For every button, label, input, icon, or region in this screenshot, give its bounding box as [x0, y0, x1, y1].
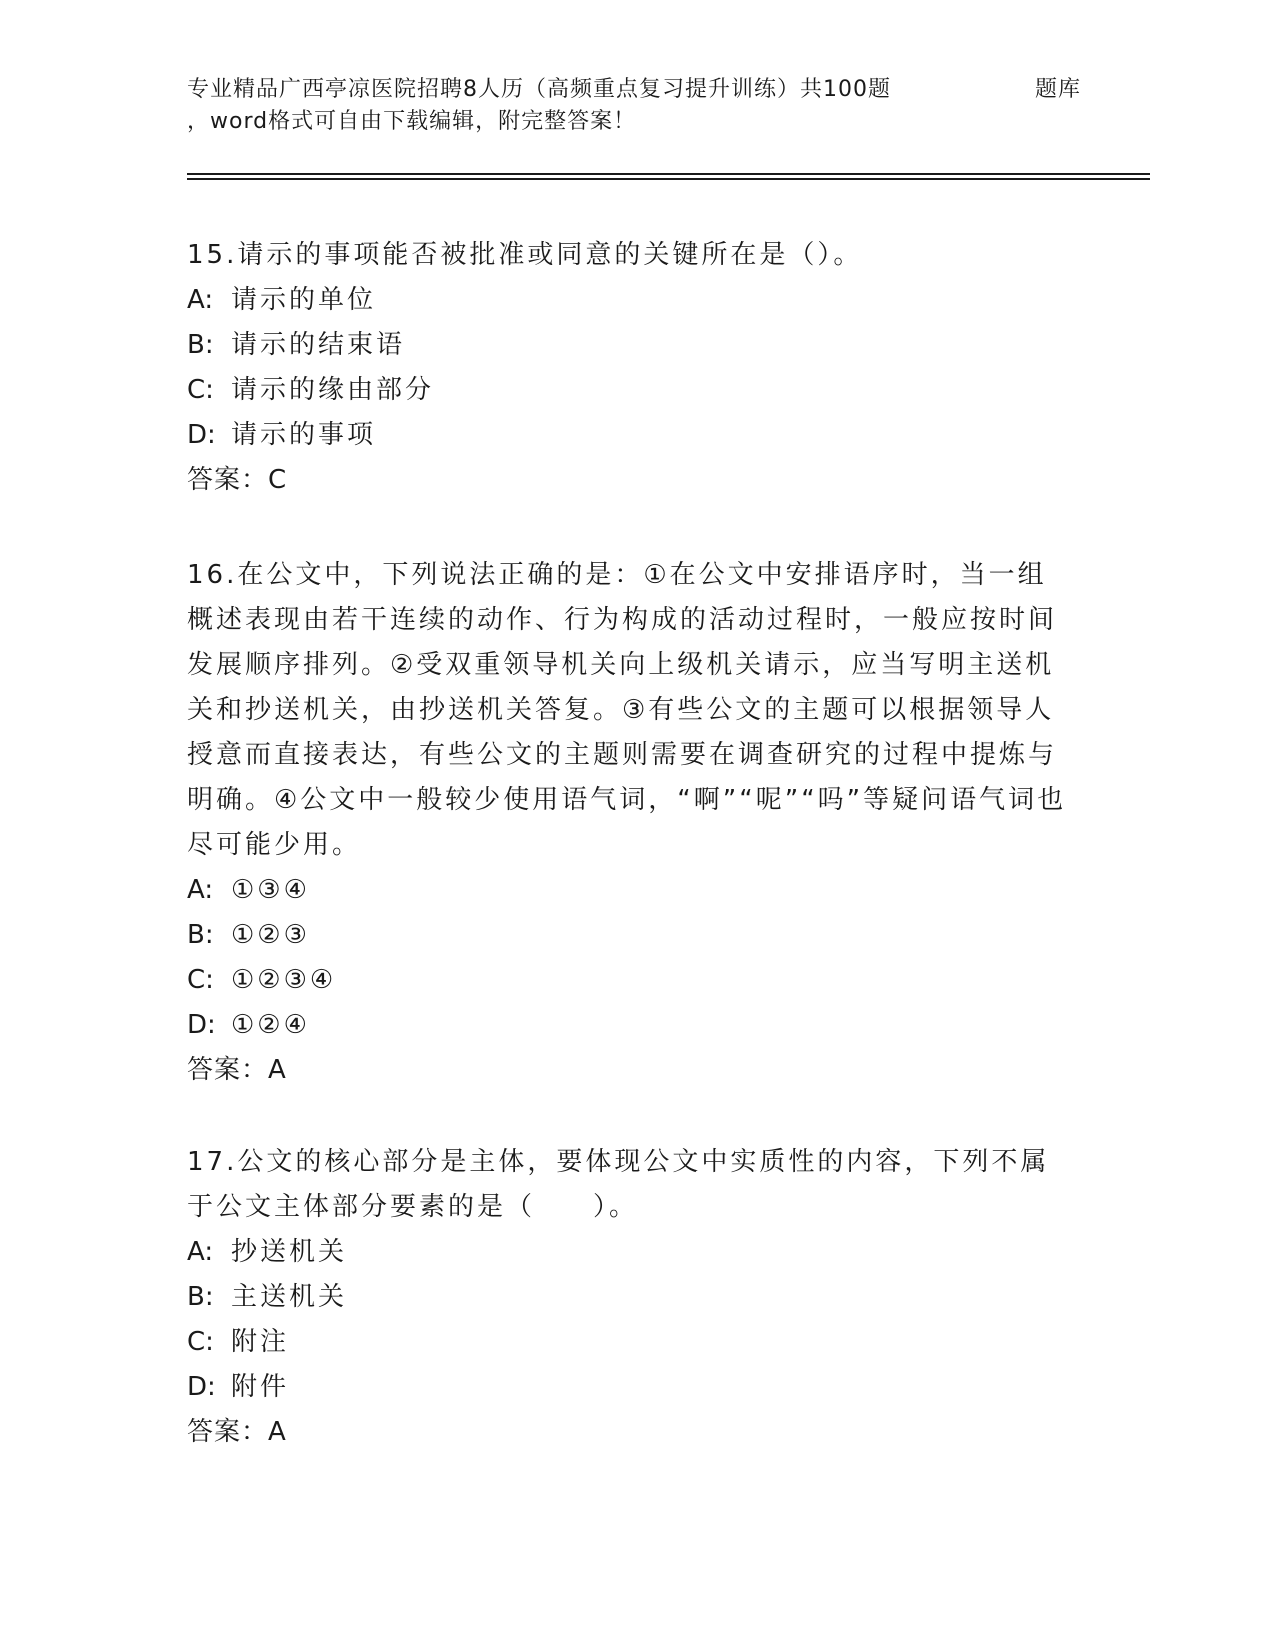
header-divider-top — [187, 173, 1150, 175]
option-text: 请示的缘由部分 — [231, 375, 435, 405]
option-letter: D: — [187, 1372, 216, 1402]
option-d — [187, 413, 1087, 458]
option-c — [187, 958, 1067, 1003]
option-text: 请示的结束语 — [231, 330, 406, 360]
answer-line: 答案：A — [187, 1055, 287, 1085]
option-letter: B: — [187, 330, 214, 360]
option-b — [187, 913, 1067, 958]
question-stem: 17.公文的核心部分是主体，要体现公文中实质性的内容，下列不属于公文主体部分要素的是（ ）。 — [187, 1147, 1050, 1222]
option-text: 附件 — [231, 1372, 290, 1402]
option-a — [187, 278, 1087, 323]
option-letter: C: — [187, 375, 214, 405]
question-17 — [187, 1140, 1067, 1455]
option-letter: A: — [187, 875, 214, 905]
option-letter: C: — [187, 1327, 214, 1357]
answer-line: 答案：C — [187, 465, 288, 495]
option-b — [187, 323, 1087, 368]
option-text: 附注 — [231, 1327, 290, 1357]
option-b — [187, 1275, 1067, 1320]
option-text: ①②④ — [231, 1010, 310, 1040]
header-title-line1: 专业精品广西亭凉医院招聘8人历（高频重点复习提升训练）共100题 — [187, 77, 891, 102]
option-letter: B: — [187, 920, 214, 950]
option-c — [187, 368, 1087, 413]
option-letter: D: — [187, 420, 216, 450]
answer-line: 答案：A — [187, 1417, 287, 1447]
option-c — [187, 1320, 1067, 1365]
option-letter: C: — [187, 965, 214, 995]
option-text: 主送机关 — [231, 1282, 348, 1312]
option-text: 抄送机关 — [231, 1237, 348, 1267]
option-text: ①②③ — [231, 920, 310, 950]
question-stem: 15.请示的事项能否被批准或同意的关键所在是（）。 — [187, 240, 863, 270]
option-text: ①③④ — [231, 875, 310, 905]
option-letter: D: — [187, 1010, 216, 1040]
question-16 — [187, 553, 1067, 1093]
option-a — [187, 868, 1067, 913]
question-stem: 16.在公文中，下列说法正确的是：①在公文中安排语序时，当一组概述表现由若干连续的动作、行为构成的活动过程时，一般应按时间发展顺序排列。②受双重领导机关向上级机关请示，应当写明主送机关和抄送机关，由抄送机关答复。③有些公文的主题可以根据领导人授意而直接表达，有些公文的主题则需要在调查研究的过程中提炼与明确。④公文中一般较少使用语气词，“啊”“呢”“吗”等疑问语气词也尽可能少用。 — [187, 560, 1067, 860]
header-divider-bottom — [187, 178, 1150, 180]
header-tag: 题库 — [1035, 77, 1082, 102]
option-text: ①②③④ — [231, 965, 337, 995]
header-title-line2: ，word格式可自由下载编辑，附完整答案！ — [187, 109, 637, 134]
document-header — [187, 74, 1087, 138]
option-d — [187, 1365, 1067, 1410]
question-15 — [187, 233, 1087, 503]
option-a — [187, 1230, 1067, 1275]
option-text: 请示的事项 — [231, 420, 377, 450]
option-d — [187, 1003, 1067, 1048]
option-letter: A: — [187, 1237, 214, 1267]
option-letter: A: — [187, 285, 214, 315]
option-letter: B: — [187, 1282, 214, 1312]
option-text: 请示的单位 — [231, 285, 377, 315]
